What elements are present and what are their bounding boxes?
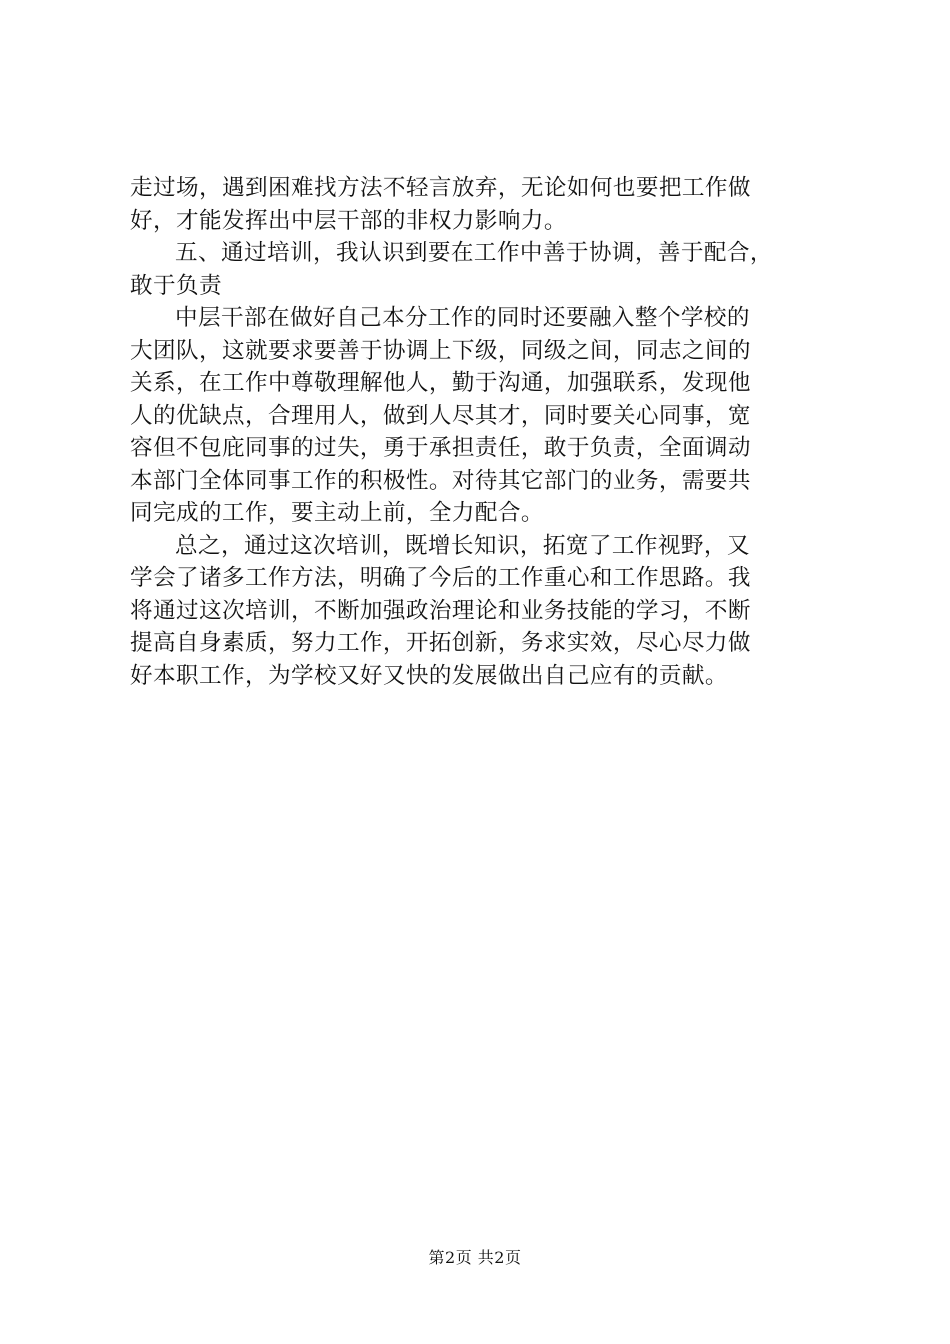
page-footer: 第2页 共2页 bbox=[428, 1248, 522, 1267]
section-heading-line: 五、通过培训，我认识到要在工作中善于协调，善于配合， bbox=[175, 240, 773, 266]
text-line: 本部门全体同事工作的积极性。对待其它部门的业务，需要共 bbox=[130, 467, 751, 494]
text-line: 学会了诸多工作方法，明确了今后的工作重心和工作思路。我 bbox=[130, 565, 751, 591]
text-line: 关系，在工作中尊敬理解他人，勤于沟通，加强联系，发现他 bbox=[130, 370, 751, 396]
text-line: 总之，通过这次培训，既增长知识，拓宽了工作视野，又 bbox=[175, 532, 750, 559]
text-line: 容但不包庇同事的过失，勇于承担责任，敢于负责，全面调动 bbox=[130, 435, 751, 461]
text-line: 将通过这次培训，不断加强政治理论和业务技能的学习，不断 bbox=[130, 597, 751, 624]
text-line: 好本职工作，为学校又好又快的发展做出自己应有的贡献。 bbox=[130, 662, 728, 689]
text-line: 提高自身素质，努力工作，开拓创新，务求实效，尽心尽力做 bbox=[130, 630, 751, 656]
text-line: 中层干部在做好自己本分工作的同时还要融入整个学校的 bbox=[175, 305, 750, 331]
text-line: 人的优缺点，合理用人，做到人尽其才，同时要关心同事，宽 bbox=[130, 402, 751, 429]
document-body bbox=[130, 172, 850, 692]
text-line: 走过场，遇到困难找方法不轻言放弃，无论如何也要把工作做 bbox=[130, 175, 751, 201]
section-heading-line: 敢于负责 bbox=[130, 272, 222, 299]
text-line: 大团队，这就要求要善于协调上下级，同级之间，同志之间的 bbox=[130, 337, 751, 364]
text-line: 好，才能发挥出中层干部的非权力影响力。 bbox=[130, 207, 567, 234]
text-line: 同完成的工作，要主动上前，全力配合。 bbox=[130, 500, 544, 526]
